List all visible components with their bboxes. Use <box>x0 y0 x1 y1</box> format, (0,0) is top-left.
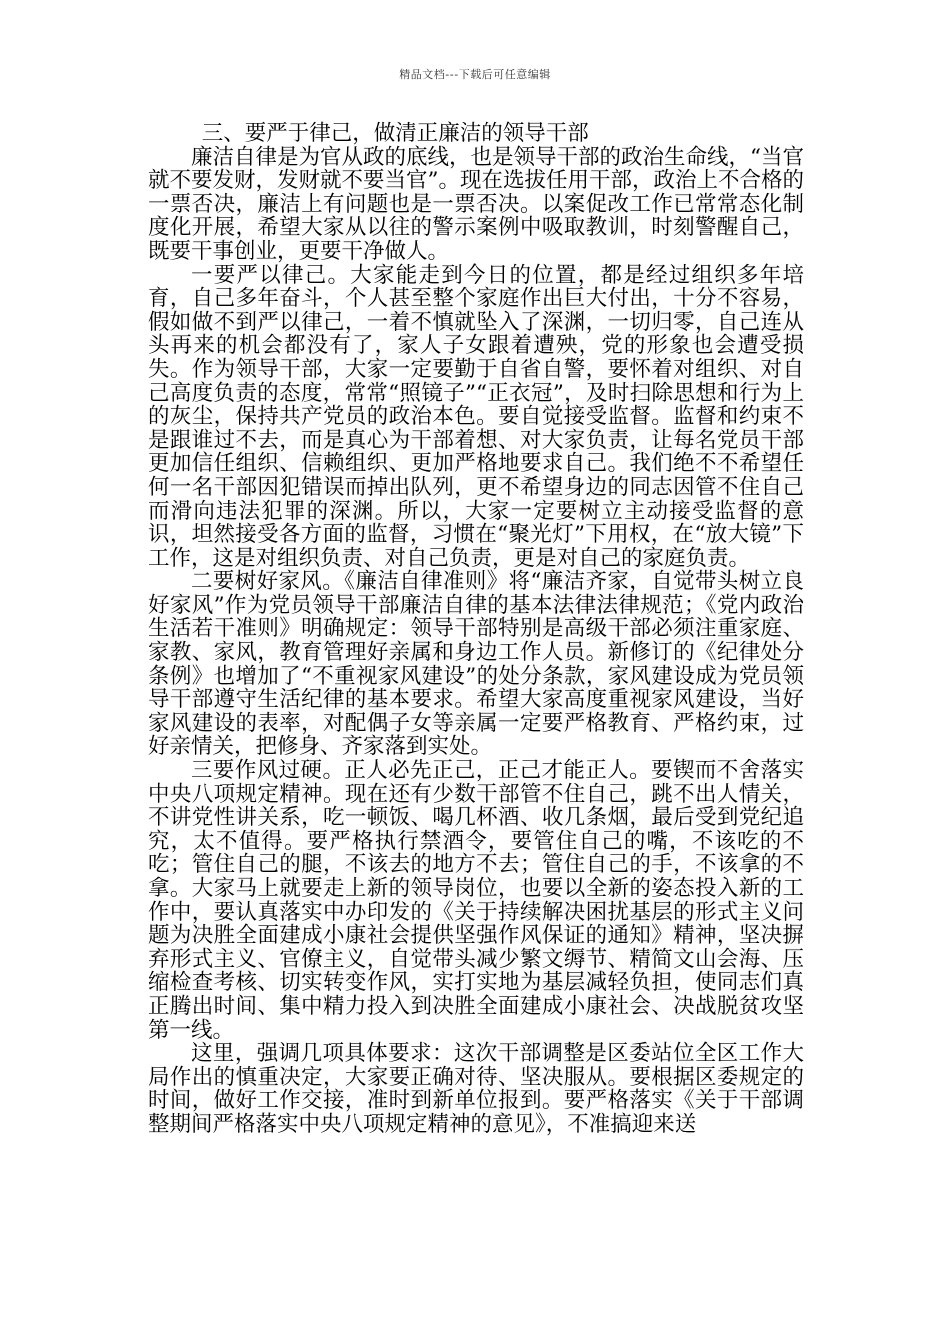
page-header: 精品文档---下载后可任意编辑 <box>399 68 551 81</box>
paragraph-work-style: 三要作风过硬。正人必先正己，正己才能正人。要锲而不舍落实中央八项规定精神。现在还有少数干部管不住自己，跳不出人情关，不讲党性讲关系，吃一顿饭、喝几杯酒、收几条烟，最后受到党纪追究，太不值得。要严格执行禁酒令，要管住自己的嘴，不该吃的不吃；管住自己的腿，不该去的地方不去；管住自己的手，不该拿的不拿。大家马上就要走上新的领导岗位，也要以全新的姿态投入新的工作中，要认真落实中办印发的《关于持续解决困扰基层的形式主义问题为决胜全面建成小康社会提供坚强作风保证的通知》精神，坚决摒弃形式主义、官僚主义，自觉带头减少繁文缛节、精简文山会海、压缩检查考核、切实转变作风，实打实地为基层减轻负担，使同志们真正腾出时间、集中精力投入到决胜全面建成小康社会、决战脱贫攻坚第一线。 <box>148 758 804 1043</box>
document-body <box>148 122 804 1137</box>
paragraph-intro: 廉洁自律是为官从政的底线，也是领导干部的政治生命线，“当官就不要发财，发财就不要当官”。现在选拔任用干部，政治上不合格的一票否决，廉洁上有问题也是一票否决。以案促改工作已常常态化制度化开展，希望大家从以往的警示案例中吸取教训，时刻警醒自己，既要干事创业，更要干净做人。 <box>148 144 804 264</box>
paragraph-family-tradition: 二要树好家风。《廉洁自律准则》将“廉洁齐家，自觉带头树立良好家风”作为党员领导干部廉洁自律的基本法律法律规范；《党内政治生活若干准则》明确规定：领导干部特别是高级干部必须注重家庭、家教、家风，教育管理好亲属和身边工作人员。新修订的《纪律处分条例》也增加了“不重视家风建设”的处分条款，家风建设成为党员领导干部遵守生活纪律的基本要求。希望大家高度重视家风建设，当好家风建设的表率，对配偶子女等亲属一定要严格教育、严格约束，过好亲情关，把修身、齐家落到实处。 <box>148 569 804 760</box>
paragraph-self-discipline: 一要严以律己。大家能走到今日的位置，都是经过组织多年培育，自己多年奋斗，个人甚至整个家庭作出巨大付出，十分不容易，假如做不到严以律己，一着不慎就坠入了深渊，一切归零，自己连从头再来的机会都没有了，家人子女跟着遭殃，党的形象也会遭受损失。作为领导干部，大家一定要勤于自省自警，要怀着对组织、对自己高度负责的态度，常常“照镜子”“正衣冠”，及时扫除思想和行为上的灰尘，保持共产党员的政治本色。要自觉接受监督。监督和约束不是跟谁过不去，而是真心为干部着想、对大家负责，让每名党员干部更加信任组织、信赖组织、更加严格地要求自己。我们绝不不希望任何一名干部因犯错误而掉出队列，更不希望身边的同志因管不住自己而滑向违法犯罪的深渊。所以，大家一定要树立主动接受监督的意识，坦然接受各方面的监督，习惯在“聚光灯”下用权，在“放大镜”下工作，这是对组织负责、对自己负责，更是对自己的家庭负责。 <box>148 262 804 571</box>
section-heading: 三、要严于律己，做清正廉洁的领导干部 <box>201 121 589 146</box>
paragraph-specific-requirements: 这里，强调几项具体要求：这次干部调整是区委站位全区工作大局作出的慎重决定，大家要正确对待、坚决服从。要根据区委规定的时间，做好工作交接，准时到新单位报到。要严格落实《关于干部调整期间严格落实中央八项规定精神的意见》，不准搞迎来送 <box>148 1041 804 1137</box>
